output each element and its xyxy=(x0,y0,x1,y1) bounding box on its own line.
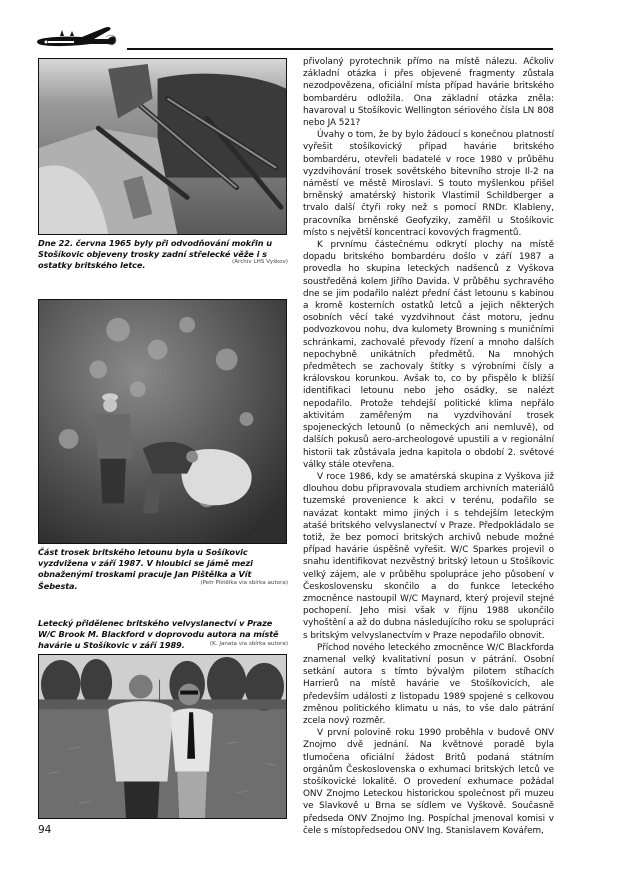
figure-3-credit: (K. Janata via sbírka autora) xyxy=(209,641,288,647)
paragraph: Příchod nového leteckého zmocněnce W/C Blackforda znamenal velký kvalitativní posun v pátrání. Osobní setkání autora s tímto bývalým pilotem stíhacích Harrierů na místě havárie ve Stošíkovicích, ale především události z listopadu 1989 spojené s celkovou změnou politického klimatu u nás, to vše dalo pátrání zcela nový rozměr. xyxy=(303,642,554,726)
figure-1-credit: (Archiv LHS Vyškov) xyxy=(232,259,288,265)
figure-2-credit: (Petr Pištělka via sbírka autora) xyxy=(200,580,288,586)
paragraph: K prvnímu částečnému odkrytí plochy na místě dopadu britského bombardéru došlo v září 1987 a provedla ho skupina leteckých nadšenců z Vyškova soustředěná kolem Jiřího Davida. V průběhu sychravého dne se jim podařilo nalézt přední část letounu s kabinou a kromě kosterních ostatků letců a jejich některých osobních věcí také vyzdvihnout část motoru, jednu podvozkovou nohu, dva kulomety Browning s muničními schránkami, zachovalé převody řízení a mnoho dalších nepochybně unikátních předmětů. Na mnohých předmětech se zachovaly štítky s výrobními čísly a královskou korunkou. Avšak to, co by přispělo k bližší identifikaci letounu nebo jeho osádky, se nalézt nepodařilo. Protože tehdejší politické klima nepřálo aktivitám zaměřeným na vyzdvihování trosek spojeneckých letounů (o německých ani nemluvě), od dalších pokusů aero-archeologové upustili a v regionální historii tak zůstávala jedna kapitola o období 2. světové války stále otevřena. xyxy=(303,240,554,470)
header-rule xyxy=(127,48,553,50)
paragraph: Úvahy o tom, že by bylo žádoucí s konečnou platností vyřešit stošíkovický případ havárie britského bombardéru, otevřeli badatelé v roce 1980 v průběhu vyzdvihování trosek sovětského bitevního stroje Il-2 na náměstí ve městě Miroslavi. S touto myšlenkou přišel brněnský amatérský historik Vlastimil Schildberger a trvalo další čtyři roky než s pomocí RNDr. Klableny, pracovníka brněnské Geofyziky, zaměřil u Stošíkovic místo s největší koncentrací kovových fragmentů. xyxy=(303,130,554,238)
photo-excavation-pit xyxy=(38,299,287,544)
photo-wreckage-marsh xyxy=(38,58,287,235)
page-number: 94 xyxy=(38,824,52,836)
paragraph: přivolaný pyrotechnik přímo na místě nálezu. Ačkoliv základní otázka i přes objevené fragmenty zůstala nezodpovězena, oficiální místa případ havárie britského bombardéru odložila. Ona základní otázka zněla: havaroval u Stošíkovic Wellington sériového čísla LN 808 nebo JA 521? xyxy=(303,57,554,129)
figure-3-caption: Letecký přidělenec britského velvyslanectví v Praze W/C Brook M. Blackford v doprovodu autora na místě havárie u Stošíkovic v září 1989. xyxy=(38,618,279,651)
figure-2-caption: Část trosek britského letounu byla u Sošíkovic vyzdvižena v září 1987. V hloubici se jámě mezi obnaženými troskami pracuje Jan Pištělka a Vít Šebesta. xyxy=(38,547,253,591)
figure-1-caption: Dne 22. června 1965 byly při odvodňování mokřin u Stošíkovic objeveny trosky zadní střelecké věže i s ostatky britského letce. xyxy=(38,238,272,271)
bomber-aircraft-icon xyxy=(34,22,120,50)
paragraph: V první polovině roku 1990 proběhla v budově ONV Znojmo dvě jednání. Na květnové poradě byla tlumočena oficiální žádost Britů podaná státním orgánům Československa o exhumaci britských letců ve stošíkovické lokalitě. O provedení exhumace požádal ONV Znojmo Leteckou historickou společnost při muzeu ve Slavkově u Brna se sídlem ve Vyškově. Současně předseda ONV Znojmo Ing. Pospíchal jmenoval komisi v čele s místopředsedou ONV Ing. Stanislavem Kovářem, xyxy=(303,728,554,836)
paragraph: V roce 1986, kdy se amatérská skupina z Vyškova již dlouhou dobu připravovala studiem archivních materiálů tuzemské provenience k akci v terénu, podařilo se navázat kontakt mimo jiných i s tehdejším leteckým atašé britského velvyslanectví v Praze. Předpokládalo se totiž, že bez pomoci britských archivů nebude možné případ havárie úspěšně vyřešit. W/C Sparkes projevil o snahu identifikovat nezvěstný britský letoun u Stošíkovic velký zájem, ale v průběhu spolupráce jeho působení v Československu skončilo a do funkce leteckého zmocněnce nastoupil W/C Maynard, který projevil stejné pochopení. Jeho misi však v říjnu 1988 ukončilo vyhoštění a až do dubna následujícího roku se spolupráci s britským velvyslanectvím v Praze nepodařilo obnovit. xyxy=(303,471,554,641)
photo-two-men-field xyxy=(38,654,287,819)
article-body xyxy=(303,56,554,837)
